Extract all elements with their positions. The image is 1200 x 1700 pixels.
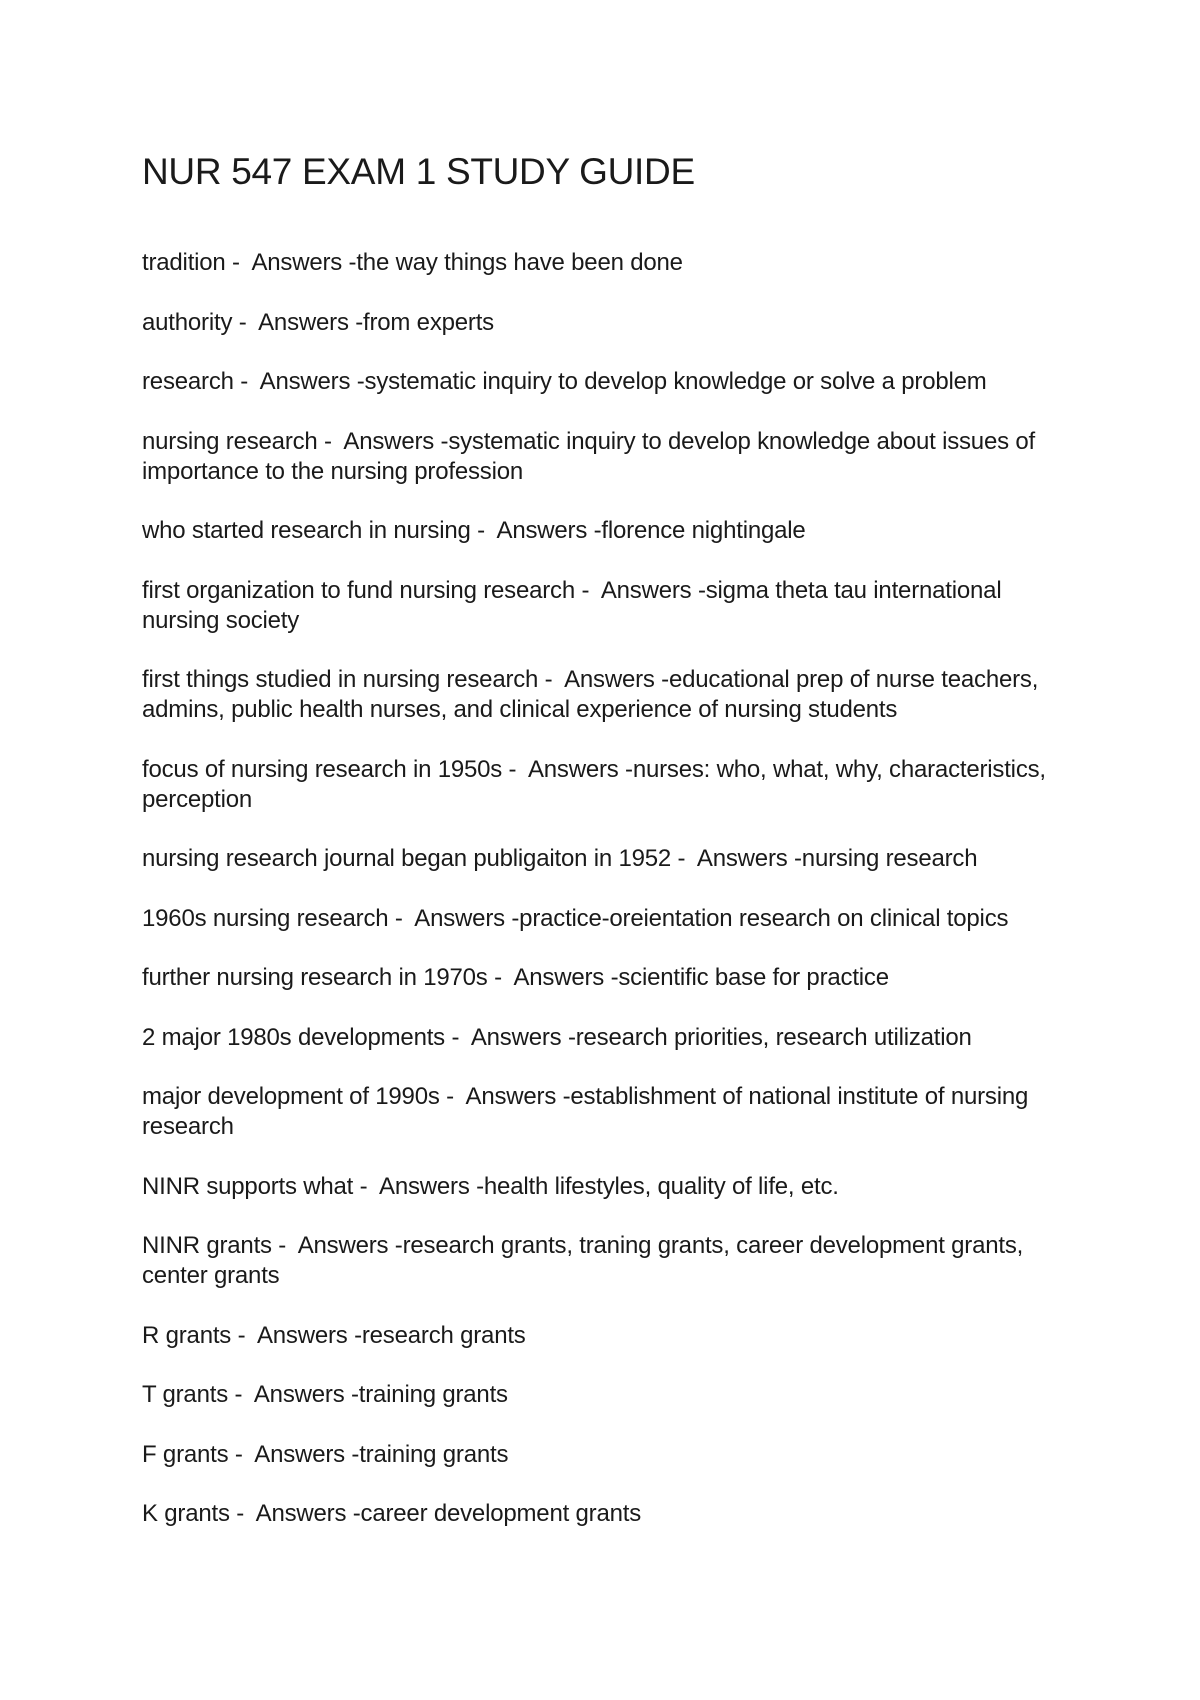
list-item: major development of 1990s - Answers -establishment of national institute of nursing research — [142, 1083, 1035, 1141]
list-item: 2 major 1980s developments - Answers -research priorities, research utilization — [142, 1023, 972, 1051]
list-item: nursing research - Answers -systematic inquiry to develop knowledge about issues of importance to the nursing profession — [142, 427, 1042, 485]
list-item: first organization to fund nursing research - Answers -sigma theta tau international nursing society — [142, 576, 1008, 634]
list-item: who started research in nursing - Answers -florence nightingale — [142, 517, 806, 545]
list-item: authority - Answers -from experts — [142, 308, 494, 336]
list-item: further nursing research in 1970s - Answers -scientific base for practice — [142, 964, 889, 992]
list-item: K grants - Answers -career development grants — [142, 1500, 642, 1528]
list-item: T grants - Answers -training grants — [142, 1381, 508, 1409]
list-item: R grants - Answers -research grants — [142, 1321, 526, 1349]
page-title: NUR 547 EXAM 1 STUDY GUIDE — [142, 151, 695, 192]
qa-list — [142, 248, 1067, 1529]
list-item: NINR grants - Answers -research grants, traning grants, career development grants, center grants — [142, 1232, 1030, 1290]
list-item: first things studied in nursing research - Answers -educational prep of nurse teachers, admins, public health nurses, and clinical experience of nursing students — [142, 666, 1045, 724]
list-item: nursing research journal began publigaiton in 1952 - Answers -nursing research — [142, 845, 978, 873]
document-page — [142, 150, 1067, 1559]
list-item: focus of nursing research in 1950s - Answers -nurses: who, what, why, characteristics, perception — [142, 755, 1053, 813]
list-item: F grants - Answers -training grants — [142, 1440, 509, 1468]
list-item: 1960s nursing research - Answers -practice-oreientation research on clinical topics — [142, 904, 1009, 932]
list-item: tradition - Answers -the way things have been done — [142, 249, 683, 277]
list-item: research - Answers -systematic inquiry to develop knowledge or solve a problem — [142, 368, 987, 396]
list-item: NINR supports what - Answers -health lifestyles, quality of life, etc. — [142, 1172, 839, 1200]
